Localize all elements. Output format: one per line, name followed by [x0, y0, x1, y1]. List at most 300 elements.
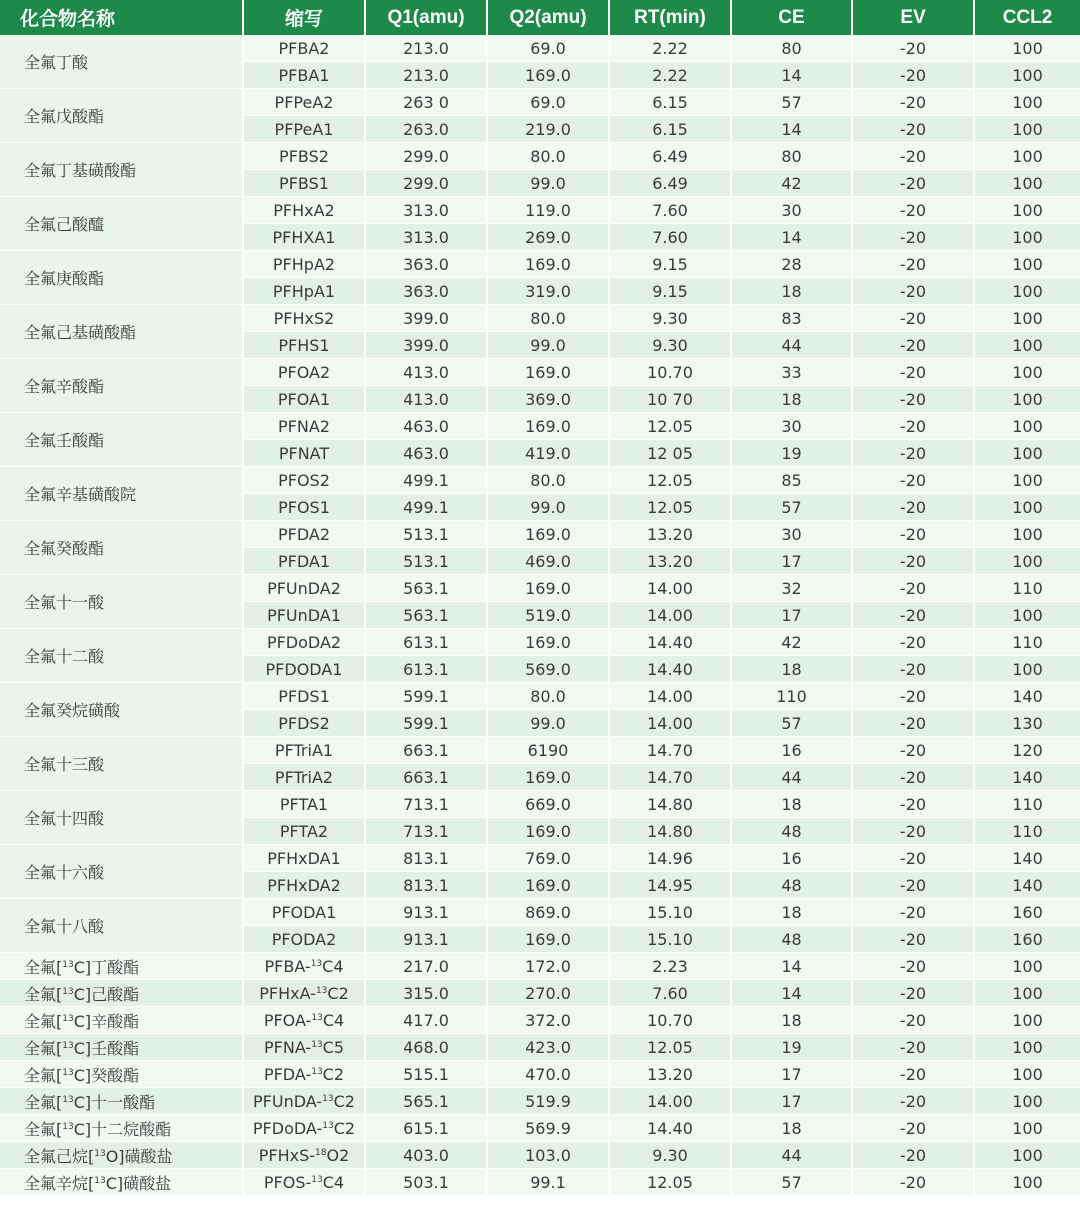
rt-cell: 12 05	[609, 440, 731, 467]
ev-cell: -20	[852, 1088, 974, 1115]
q2-cell: 423.0	[487, 1034, 609, 1061]
ev-cell: -20	[852, 413, 974, 440]
name-prefix: 全氟[	[24, 1011, 63, 1031]
table-row	[0, 575, 1080, 602]
q2-cell: 470.0	[487, 1061, 609, 1088]
abbreviation-cell: PFPeA2	[243, 89, 365, 116]
abbreviation-cell: PFTriA1	[243, 737, 365, 764]
q2-cell: 569.9	[487, 1115, 609, 1142]
q2-cell: 419.0	[487, 440, 609, 467]
ev-cell: -20	[852, 1169, 974, 1196]
compound-name-cell: 全氟壬酸酯	[0, 413, 243, 467]
q1-cell: 613.1	[365, 656, 487, 683]
compound-name-cell: 全氟十三酸	[0, 737, 243, 791]
isotope-superscript: 13	[94, 1175, 106, 1186]
isotope-superscript: 13	[311, 1039, 323, 1050]
ev-cell: -20	[852, 116, 974, 143]
abbr-suffix: C4	[322, 956, 344, 976]
ce-cell: 18	[731, 278, 852, 305]
q1-cell: 499.1	[365, 467, 487, 494]
rt-cell: 12.05	[609, 494, 731, 521]
abbreviation-cell: PFPeA1	[243, 116, 365, 143]
compound-name-cell: 全氟丁酸	[0, 35, 243, 89]
rt-cell: 13.20	[609, 1061, 731, 1088]
ev-cell: -20	[852, 62, 974, 89]
q2-cell: 99.0	[487, 494, 609, 521]
header-q2: Q2(amu)	[487, 0, 609, 35]
rt-cell: 14.70	[609, 737, 731, 764]
q1-cell: 513.1	[365, 548, 487, 575]
abbreviation-cell: PFBA1	[243, 62, 365, 89]
q2-cell: 169.0	[487, 764, 609, 791]
abbr-suffix: C2	[333, 1118, 356, 1138]
rt-cell: 2.22	[609, 35, 731, 62]
abbr-prefix: PFHxA-	[259, 983, 316, 1003]
ev-cell: -20	[852, 332, 974, 359]
abbreviation-cell: PFHpA1	[243, 278, 365, 305]
q2-cell: 269.0	[487, 224, 609, 251]
header-compound-name: 化合物名称	[0, 0, 243, 35]
rt-cell: 2.22	[609, 62, 731, 89]
abbreviation-cell: PFDoDA2	[243, 629, 365, 656]
ccl2-cell: 130	[974, 710, 1080, 737]
header-ev: EV	[852, 0, 974, 35]
rt-cell: 13.20	[609, 548, 731, 575]
abbreviation-cell: PFHxDA1	[243, 845, 365, 872]
table-row	[0, 980, 1080, 1007]
abbr-prefix: PFNA-	[264, 1037, 312, 1057]
ev-cell: -20	[852, 575, 974, 602]
ev-cell: -20	[852, 386, 974, 413]
ccl2-cell: 110	[974, 629, 1080, 656]
compound-name-cell: 全氟十八酸	[0, 899, 243, 953]
rt-cell: 14.70	[609, 764, 731, 791]
ev-cell: -20	[852, 926, 974, 953]
name-suffix: C]磺酸盐	[105, 1173, 172, 1193]
abbr-prefix: PFOA-	[263, 1010, 312, 1030]
q1-cell: 713.1	[365, 791, 487, 818]
q2-cell: 169.0	[487, 359, 609, 386]
ce-cell: 16	[731, 737, 852, 764]
table-row	[0, 521, 1080, 548]
abbreviation-cell	[243, 980, 365, 1007]
table-row	[0, 251, 1080, 278]
ce-cell: 18	[731, 899, 852, 926]
rt-cell: 14.40	[609, 629, 731, 656]
rt-cell: 15.10	[609, 899, 731, 926]
ev-cell: -20	[852, 359, 974, 386]
ccl2-cell: 100	[974, 89, 1080, 116]
ev-cell: -20	[852, 791, 974, 818]
compound-name-cell	[0, 1142, 243, 1169]
ev-cell: -20	[852, 1115, 974, 1142]
abbreviation-cell: PFBA2	[243, 35, 365, 62]
q2-cell: 519.9	[487, 1088, 609, 1115]
q1-cell: 399.0	[365, 305, 487, 332]
isotope-superscript: 13	[62, 959, 74, 970]
ccl2-cell: 100	[974, 224, 1080, 251]
abbreviation-cell: PFHxDA2	[243, 872, 365, 899]
table-row	[0, 629, 1080, 656]
q2-cell: 103.0	[487, 1142, 609, 1169]
header-rt: RT(min)	[609, 0, 731, 35]
ev-cell: -20	[852, 224, 974, 251]
q1-cell: 403.0	[365, 1142, 487, 1169]
abbreviation-cell: PFHxA2	[243, 197, 365, 224]
ccl2-cell: 100	[974, 494, 1080, 521]
q1-cell: 663.1	[365, 737, 487, 764]
table-row	[0, 35, 1080, 62]
q1-cell: 313.0	[365, 197, 487, 224]
table-row	[0, 1115, 1080, 1142]
q2-cell: 369.0	[487, 386, 609, 413]
ev-cell: -20	[852, 143, 974, 170]
rt-cell: 14.00	[609, 575, 731, 602]
table-row	[0, 1034, 1080, 1061]
q1-cell: 515.1	[365, 1061, 487, 1088]
ce-cell: 83	[731, 305, 852, 332]
table-row	[0, 737, 1080, 764]
abbreviation-cell: PFDA1	[243, 548, 365, 575]
q1-cell: 263.0	[365, 116, 487, 143]
compound-name-cell	[0, 1088, 243, 1115]
q1-cell: 299.0	[365, 143, 487, 170]
ev-cell: -20	[852, 521, 974, 548]
q2-cell: 270.0	[487, 980, 609, 1007]
q2-cell: 6190	[487, 737, 609, 764]
header-ccl2: CCL2	[974, 0, 1080, 35]
q1-cell: 713.1	[365, 818, 487, 845]
q1-cell: 663.1	[365, 764, 487, 791]
ev-cell: -20	[852, 548, 974, 575]
ccl2-cell: 100	[974, 35, 1080, 62]
ev-cell: -20	[852, 656, 974, 683]
q2-cell: 169.0	[487, 521, 609, 548]
ccl2-cell: 100	[974, 602, 1080, 629]
abbr-prefix: PFDA-	[263, 1064, 312, 1084]
compound-name-cell	[0, 980, 243, 1007]
ev-cell: -20	[852, 899, 974, 926]
name-prefix: 全氟[	[24, 1119, 63, 1139]
table-row	[0, 1142, 1080, 1169]
ev-cell: -20	[852, 818, 974, 845]
abbr-suffix: C4	[322, 1172, 345, 1192]
ev-cell: -20	[852, 1034, 974, 1061]
q1-cell: 563.1	[365, 602, 487, 629]
table-row	[0, 1169, 1080, 1196]
q1-cell: 599.1	[365, 710, 487, 737]
q2-cell: 569.0	[487, 656, 609, 683]
abbr-suffix: O2	[326, 1145, 350, 1165]
q1-cell: 313.0	[365, 224, 487, 251]
table-row	[0, 89, 1080, 116]
abbreviation-cell: PFDS2	[243, 710, 365, 737]
isotope-superscript: 13	[311, 1066, 323, 1077]
q2-cell: 769.0	[487, 845, 609, 872]
q2-cell: 99.0	[487, 332, 609, 359]
ce-cell: 14	[731, 62, 852, 89]
compound-name-cell: 全氟十四酸	[0, 791, 243, 845]
q2-cell: 99.1	[487, 1169, 609, 1196]
table-row	[0, 845, 1080, 872]
q1-cell: 213.0	[365, 35, 487, 62]
q1-cell: 813.1	[365, 872, 487, 899]
q1-cell: 468.0	[365, 1034, 487, 1061]
ccl2-cell: 100	[974, 197, 1080, 224]
ccl2-cell: 140	[974, 764, 1080, 791]
compound-name-cell: 全氟十二酸	[0, 629, 243, 683]
isotope-superscript: 13	[310, 958, 323, 969]
header-abbreviation: 缩写	[243, 0, 365, 35]
ce-cell: 32	[731, 575, 852, 602]
abbreviation-cell: PFUnDA2	[243, 575, 365, 602]
abbreviation-cell: PFOA1	[243, 386, 365, 413]
abbreviation-cell	[243, 1088, 365, 1115]
abbreviation-cell	[243, 1142, 365, 1169]
ce-cell: 14	[731, 980, 852, 1007]
ce-cell: 110	[731, 683, 852, 710]
isotope-superscript: 13	[62, 1067, 74, 1078]
q1-cell: 463.0	[365, 440, 487, 467]
abbreviation-cell	[243, 1169, 365, 1196]
ccl2-cell: 100	[974, 521, 1080, 548]
q2-cell: 669.0	[487, 791, 609, 818]
q2-cell: 80.0	[487, 143, 609, 170]
ce-cell: 17	[731, 548, 852, 575]
ev-cell: -20	[852, 980, 974, 1007]
isotope-superscript: 13	[311, 1174, 323, 1185]
ccl2-cell: 100	[974, 440, 1080, 467]
isotope-superscript: 13	[62, 986, 74, 997]
name-suffix: C]十一酸酯	[73, 1092, 156, 1112]
name-suffix: C]辛酸酯	[73, 1011, 140, 1031]
isotope-superscript: 13	[94, 1148, 106, 1159]
ce-cell: 80	[731, 143, 852, 170]
q2-cell: 169.0	[487, 62, 609, 89]
ccl2-cell: 100	[974, 1115, 1080, 1142]
isotope-superscript: 13	[62, 1121, 74, 1132]
abbreviation-cell: PFTA1	[243, 791, 365, 818]
ce-cell: 16	[731, 845, 852, 872]
ev-cell: -20	[852, 1142, 974, 1169]
rt-cell: 14.95	[609, 872, 731, 899]
name-prefix: 全氟[	[24, 1092, 63, 1112]
rt-cell: 13.20	[609, 521, 731, 548]
abbreviation-cell	[243, 1061, 365, 1088]
table-row	[0, 953, 1080, 980]
abbreviation-cell: PFNA2	[243, 413, 365, 440]
q1-cell: 263 0	[365, 89, 487, 116]
ce-cell: 44	[731, 764, 852, 791]
q2-cell: 169.0	[487, 413, 609, 440]
name-suffix: C]十二烷酸酯	[73, 1119, 172, 1139]
q2-cell: 372.0	[487, 1007, 609, 1034]
ccl2-cell: 100	[974, 953, 1080, 980]
q2-cell: 169.0	[487, 251, 609, 278]
abbreviation-cell: PFHpA2	[243, 251, 365, 278]
q2-cell: 169.0	[487, 629, 609, 656]
q2-cell: 319.0	[487, 278, 609, 305]
ce-cell: 14	[731, 224, 852, 251]
ce-cell: 19	[731, 1034, 852, 1061]
compound-name-cell: 全氟十一酸	[0, 575, 243, 629]
rt-cell: 14.80	[609, 818, 731, 845]
q2-cell: 219.0	[487, 116, 609, 143]
ev-cell: -20	[852, 1061, 974, 1088]
ccl2-cell: 100	[974, 413, 1080, 440]
name-suffix: C]丁酸酯	[73, 957, 140, 977]
rt-cell: 14.00	[609, 710, 731, 737]
q1-cell: 565.1	[365, 1088, 487, 1115]
rt-cell: 6.15	[609, 89, 731, 116]
table-row	[0, 143, 1080, 170]
ev-cell: -20	[852, 494, 974, 521]
ccl2-cell: 100	[974, 278, 1080, 305]
abbr-suffix: C4	[322, 1010, 345, 1030]
rt-cell: 10 70	[609, 386, 731, 413]
ccl2-cell: 100	[974, 1007, 1080, 1034]
compound-name-cell: 全氟戊酸酯	[0, 89, 243, 143]
rt-cell: 12.05	[609, 413, 731, 440]
ev-cell: -20	[852, 251, 974, 278]
abbr-prefix: PFDoDA-	[252, 1118, 323, 1138]
ce-cell: 44	[731, 332, 852, 359]
ce-cell: 57	[731, 710, 852, 737]
name-suffix: C]癸酸酯	[73, 1065, 140, 1085]
q1-cell: 417.0	[365, 1007, 487, 1034]
ev-cell: -20	[852, 845, 974, 872]
ccl2-cell: 140	[974, 683, 1080, 710]
q2-cell: 469.0	[487, 548, 609, 575]
abbreviation-cell: PFDS1	[243, 683, 365, 710]
header-ce: CE	[731, 0, 852, 35]
ccl2-cell: 140	[974, 845, 1080, 872]
abbr-prefix: PFUnDA-	[253, 1091, 323, 1111]
q1-cell: 563.1	[365, 575, 487, 602]
ce-cell: 17	[731, 602, 852, 629]
ce-cell: 18	[731, 1115, 852, 1142]
table-row	[0, 1007, 1080, 1034]
rt-cell: 9.30	[609, 332, 731, 359]
q1-cell: 503.1	[365, 1169, 487, 1196]
name-prefix: 全氟[	[24, 1038, 63, 1058]
table-row	[0, 467, 1080, 494]
ev-cell: -20	[852, 953, 974, 980]
abbr-prefix: PFBA-	[264, 956, 311, 976]
abbreviation-cell	[243, 1115, 365, 1142]
abbreviation-cell: PFDODA1	[243, 656, 365, 683]
abbreviation-cell	[243, 953, 365, 980]
ce-cell: 18	[731, 386, 852, 413]
isotope-superscript: 13	[322, 1093, 334, 1104]
ce-cell: 17	[731, 1088, 852, 1115]
table-row	[0, 413, 1080, 440]
q2-cell: 119.0	[487, 197, 609, 224]
ccl2-cell: 100	[974, 980, 1080, 1007]
isotope-superscript: 13	[62, 1013, 74, 1024]
ce-cell: 48	[731, 872, 852, 899]
compound-name-cell: 全氟辛基磺酸院	[0, 467, 243, 521]
isotope-superscript: 13	[315, 985, 328, 996]
ccl2-cell: 110	[974, 791, 1080, 818]
ccl2-cell: 120	[974, 737, 1080, 764]
isotope-superscript: 13	[62, 1094, 74, 1105]
rt-cell: 10.70	[609, 359, 731, 386]
ccl2-cell: 100	[974, 62, 1080, 89]
table-row	[0, 197, 1080, 224]
q2-cell: 519.0	[487, 602, 609, 629]
compound-name-cell	[0, 953, 243, 980]
q2-cell: 99.0	[487, 170, 609, 197]
abbreviation-cell: PFOA2	[243, 359, 365, 386]
ccl2-cell: 100	[974, 359, 1080, 386]
ccl2-cell: 100	[974, 548, 1080, 575]
q1-cell: 363.0	[365, 278, 487, 305]
q1-cell: 213.0	[365, 62, 487, 89]
abbr-prefix: PFHxS-	[258, 1145, 316, 1165]
q1-cell: 599.1	[365, 683, 487, 710]
abbr-suffix: C2	[322, 1064, 345, 1084]
compound-name-cell	[0, 1007, 243, 1034]
q2-cell: 172.0	[487, 953, 609, 980]
abbr-suffix: C2	[327, 983, 349, 1003]
rt-cell: 6.49	[609, 143, 731, 170]
ce-cell: 30	[731, 413, 852, 440]
rt-cell: 7.60	[609, 980, 731, 1007]
ccl2-cell: 100	[974, 1142, 1080, 1169]
abbreviation-cell: PFTA2	[243, 818, 365, 845]
table-row	[0, 1061, 1080, 1088]
ce-cell: 17	[731, 1061, 852, 1088]
q1-cell: 399.0	[365, 332, 487, 359]
q1-cell: 413.0	[365, 359, 487, 386]
table-row	[0, 683, 1080, 710]
q2-cell: 80.0	[487, 467, 609, 494]
abbreviation-cell: PFODA2	[243, 926, 365, 953]
q1-cell: 813.1	[365, 845, 487, 872]
compound-name-cell: 全氟庚酸酯	[0, 251, 243, 305]
q1-cell: 913.1	[365, 899, 487, 926]
ev-cell: -20	[852, 467, 974, 494]
ev-cell: -20	[852, 305, 974, 332]
header-q1: Q1(amu)	[365, 0, 487, 35]
name-suffix: C]己酸酯	[73, 984, 140, 1004]
q2-cell: 169.0	[487, 926, 609, 953]
rt-cell: 10.70	[609, 1007, 731, 1034]
ce-cell: 18	[731, 1007, 852, 1034]
abbreviation-cell: PFHxS2	[243, 305, 365, 332]
ccl2-cell: 100	[974, 386, 1080, 413]
rt-cell: 14.00	[609, 683, 731, 710]
rt-cell: 14.80	[609, 791, 731, 818]
abbreviation-cell: PFBS1	[243, 170, 365, 197]
name-prefix: 全氟[	[24, 1065, 63, 1085]
ev-cell: -20	[852, 629, 974, 656]
table-row	[0, 1088, 1080, 1115]
ccl2-cell: 100	[974, 1169, 1080, 1196]
ccl2-cell: 160	[974, 926, 1080, 953]
q1-cell: 499.1	[365, 494, 487, 521]
abbreviation-cell: PFOS2	[243, 467, 365, 494]
rt-cell: 12.05	[609, 1169, 731, 1196]
ev-cell: -20	[852, 710, 974, 737]
ce-cell: 57	[731, 89, 852, 116]
ccl2-cell: 100	[974, 1088, 1080, 1115]
compound-name-cell: 全氟癸烷磺酸	[0, 683, 243, 737]
ev-cell: -20	[852, 197, 974, 224]
abbreviation-cell: PFHS1	[243, 332, 365, 359]
abbreviation-cell: PFOS1	[243, 494, 365, 521]
